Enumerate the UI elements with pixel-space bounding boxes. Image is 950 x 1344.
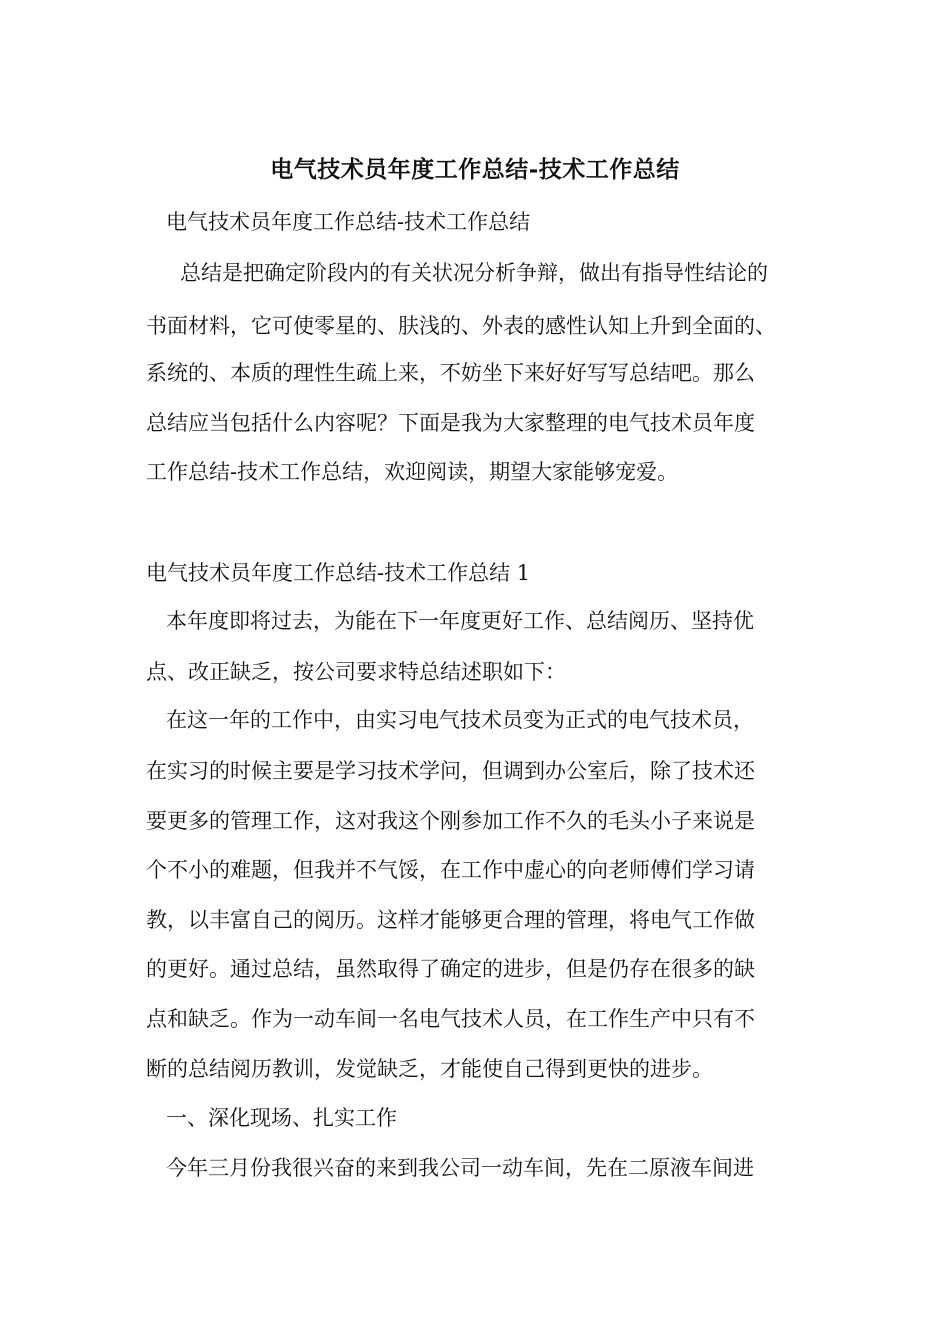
intro-line-3: 系统的、本质的理性生疏上来，不妨坐下来好好写写总结吧。那么: [146, 361, 755, 385]
para2-line-8: 断的总结阅历教训，发觉缺乏，才能使自己得到更快的进步。: [146, 1057, 713, 1081]
para2-line-6: 的更好。通过总结，虽然取得了确定的进步，但是仍存在很多的缺: [146, 957, 755, 981]
intro-line-1: 总结是把确定阶段内的有关状况分析争辩，做出有指导性结论的: [180, 261, 768, 285]
para1-line-1: 本年度即将过去，为能在下一年度更好工作、总结阅历、坚持优: [166, 609, 754, 633]
para2-line-1: 在这一年的工作中，由实习电气技术员变为正式的电气技术员，: [166, 708, 754, 732]
para1-line-2: 点、改正缺乏，按公司要求特总结述职如下：: [146, 660, 566, 684]
document-title: 电气技术员年度工作总结-技术工作总结: [270, 156, 680, 183]
intro-line-4: 总结应当包括什么内容呢？下面是我为大家整理的电气技术员年度: [146, 411, 755, 435]
para2-line-7: 点和缺乏。作为一动车间一名电气技术人员，在工作生产中只有不: [146, 1007, 755, 1031]
intro-line-2: 书面材料，它可使零星的、肤浅的、外表的感性认知上升到全面的、: [146, 314, 776, 338]
para2-line-4: 个不小的难题，但我并不气馁，在工作中虚心的向老师傅们学习请: [146, 858, 755, 882]
section-title: 电气技术员年度工作总结-技术工作总结 1: [146, 561, 531, 585]
subheading: 一、深化现场、扎实工作: [166, 1106, 397, 1130]
document-subtitle: 电气技术员年度工作总结-技术工作总结: [166, 210, 531, 234]
para2-line-5: 教，以丰富自己的阅历。这样才能够更合理的管理，将电气工作做: [146, 908, 755, 932]
intro-line-5: 工作总结-技术工作总结，欢迎阅读，期望大家能够宠爱。: [146, 460, 679, 484]
para3-line-1: 今年三月份我很兴奋的来到我公司一动车间，先在二原液车间进: [166, 1156, 754, 1180]
para2-line-2: 在实习的时候主要是学习技术学问，但调到办公室后，除了技术还: [146, 759, 755, 783]
para2-line-3: 要更多的管理工作，这对我这个刚参加工作不久的毛头小子来说是: [146, 809, 755, 833]
